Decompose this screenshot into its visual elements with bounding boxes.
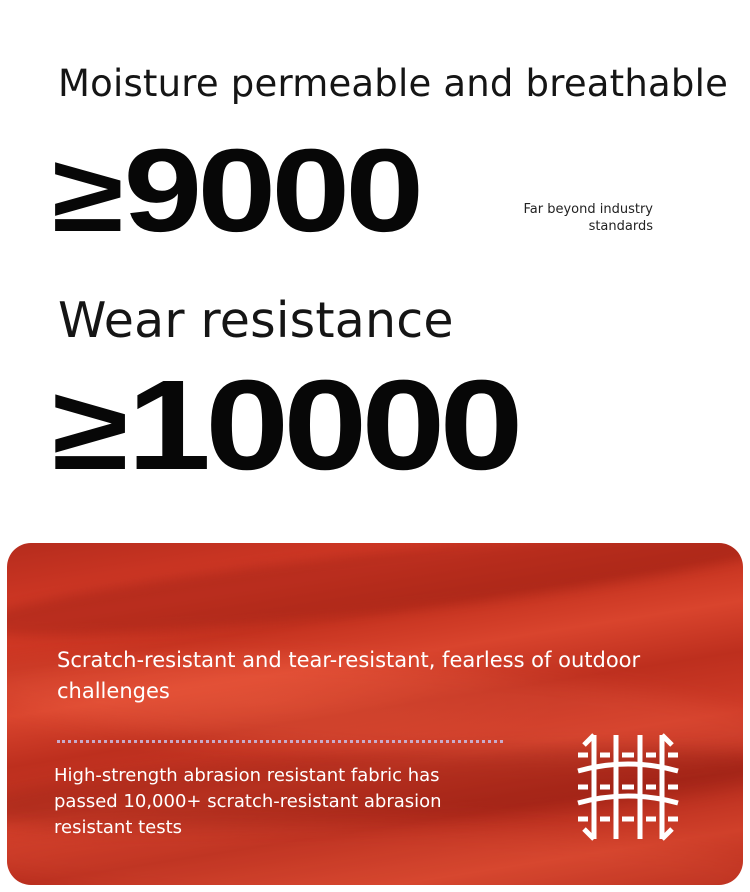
moisture-number: 9000 [123,125,420,257]
fabric-fold-shadow [7,543,743,656]
card-description: High-strength abrasion resistant fabric has passed 10,000+ scratch-resistant abrasion resistant tests [54,765,442,838]
moisture-value [52,125,420,257]
greater-equal-sign: ≥ [52,134,119,255]
wear-value [52,354,518,497]
fabric-feature-card [7,543,743,885]
card-headline: Scratch-resistant and tear-resistant, fearless of outdoor challenges [57,648,641,703]
wear-number: 10000 [127,354,518,497]
wear-heading: Wear resistance [58,292,454,349]
fabric-weave-icon [572,731,684,843]
greater-equal-sign: ≥ [52,362,123,494]
moisture-heading: Moisture permeable and breathable [58,62,729,105]
dotted-divider [57,740,503,743]
industry-note: Far beyond industry standards [523,202,653,234]
